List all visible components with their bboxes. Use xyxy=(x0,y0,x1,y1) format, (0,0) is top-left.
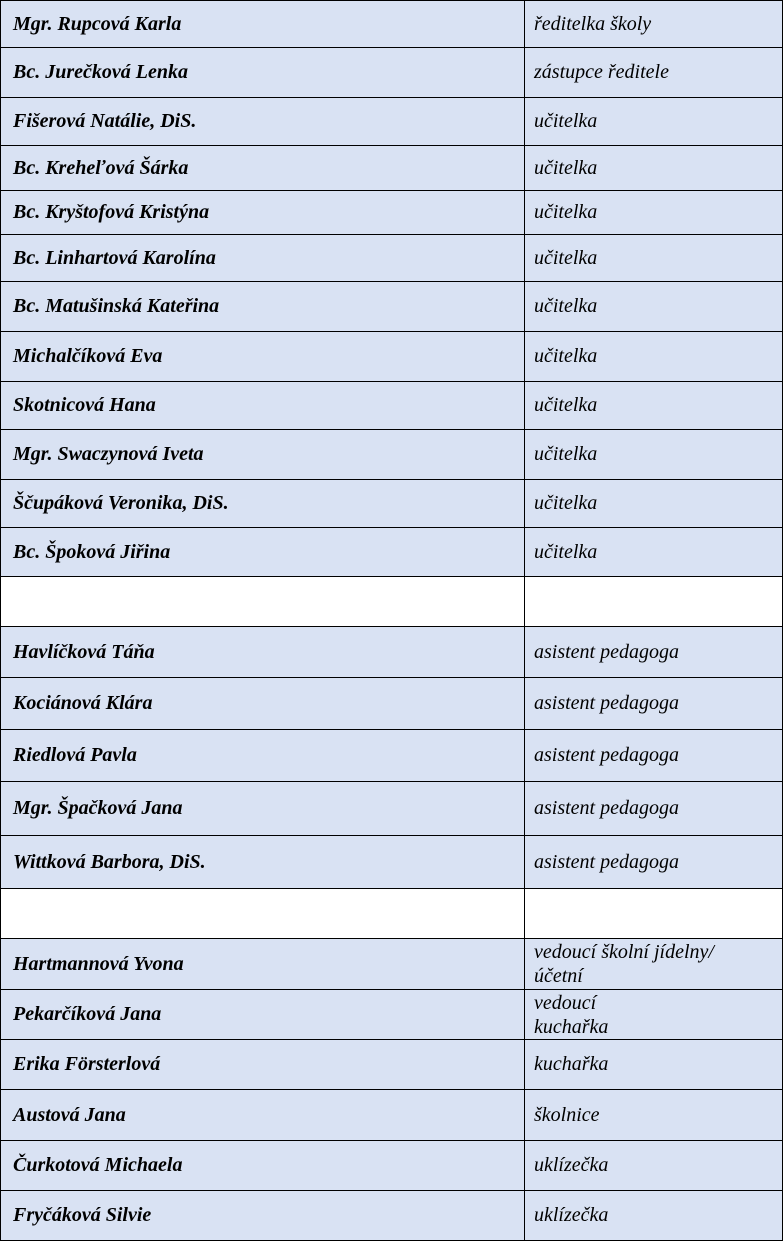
staff-role: učitelka xyxy=(525,332,783,381)
table-row xyxy=(0,1191,783,1241)
table-row xyxy=(0,235,783,282)
staff-role: kuchařka xyxy=(525,1040,783,1089)
staff-role: učitelka xyxy=(525,282,783,331)
staff-role: učitelka xyxy=(525,191,783,234)
spacer-row xyxy=(0,889,783,939)
staff-role: zástupce ředitele xyxy=(525,48,783,97)
table-row xyxy=(0,382,783,430)
table-row xyxy=(0,1040,783,1090)
staff-role: uklízečka xyxy=(525,1191,783,1240)
staff-name: Havlíčková Táňa xyxy=(0,627,525,677)
staff-name xyxy=(0,889,525,938)
table-row xyxy=(0,939,783,990)
staff-role: učitelka xyxy=(525,382,783,429)
staff-role xyxy=(525,577,783,626)
staff-name: Mgr. Rupcová Karla xyxy=(0,1,525,47)
staff-name: Mgr. Špačková Jana xyxy=(0,782,525,835)
staff-name: Bc. Kreheľová Šárka xyxy=(0,146,525,190)
staff-role: učitelka xyxy=(525,430,783,479)
table-row xyxy=(0,1141,783,1191)
staff-name: Bc. Matušinská Kateřina xyxy=(0,282,525,331)
staff-name: Fišerová Natálie, DiS. xyxy=(0,98,525,145)
staff-role: ředitelka školy xyxy=(525,1,783,47)
table-row xyxy=(0,146,783,191)
staff-role: vedoucí kuchařka xyxy=(525,990,783,1039)
table-row xyxy=(0,480,783,528)
staff-name: Pekarčíková Jana xyxy=(0,990,525,1039)
staff-role: uklízečka xyxy=(525,1141,783,1190)
staff-name: Bc. Jurečková Lenka xyxy=(0,48,525,97)
staff-role: vedoucí školní jídelny/ účetní xyxy=(525,939,783,989)
table-row xyxy=(0,1090,783,1141)
table-row xyxy=(0,678,783,730)
table-row xyxy=(0,627,783,678)
table-row xyxy=(0,98,783,146)
staff-role xyxy=(525,889,783,938)
table-row xyxy=(0,528,783,577)
staff-role: školnice xyxy=(525,1090,783,1140)
staff-name: Riedlová Pavla xyxy=(0,730,525,781)
staff-name: Fryčáková Silvie xyxy=(0,1191,525,1240)
table-row xyxy=(0,730,783,782)
spacer-row xyxy=(0,577,783,627)
staff-name: Bc. Kryštofová Kristýna xyxy=(0,191,525,234)
staff-role: asistent pedagoga xyxy=(525,730,783,781)
table-row xyxy=(0,191,783,235)
staff-role: učitelka xyxy=(525,146,783,190)
staff-name: Wittková Barbora, DiS. xyxy=(0,836,525,888)
table-row xyxy=(0,282,783,332)
staff-name: Ščupáková Veronika, DiS. xyxy=(0,480,525,527)
table-row xyxy=(0,332,783,382)
staff-name xyxy=(0,577,525,626)
staff-name: Čurkotová Michaela xyxy=(0,1141,525,1190)
table-row xyxy=(0,1,783,48)
table-row xyxy=(0,48,783,98)
staff-name: Erika Försterlová xyxy=(0,1040,525,1089)
table-row xyxy=(0,836,783,889)
staff-name: Bc. Špoková Jiřina xyxy=(0,528,525,576)
staff-role: učitelka xyxy=(525,98,783,145)
table-row xyxy=(0,990,783,1040)
staff-name: Bc. Linhartová Karolína xyxy=(0,235,525,281)
staff-role: učitelka xyxy=(525,528,783,576)
table-row xyxy=(0,430,783,480)
staff-role: asistent pedagoga xyxy=(525,678,783,729)
staff-name: Skotnicová Hana xyxy=(0,382,525,429)
staff-name: Hartmannová Yvona xyxy=(0,939,525,989)
staff-role: učitelka xyxy=(525,235,783,281)
staff-role: asistent pedagoga xyxy=(525,782,783,835)
staff-role: asistent pedagoga xyxy=(525,836,783,888)
table-row xyxy=(0,782,783,836)
staff-role: asistent pedagoga xyxy=(525,627,783,677)
staff-name: Michalčíková Eva xyxy=(0,332,525,381)
staff-role: učitelka xyxy=(525,480,783,527)
staff-name: Austová Jana xyxy=(0,1090,525,1140)
staff-name: Kociánová Klára xyxy=(0,678,525,729)
staff-name: Mgr. Swaczynová Iveta xyxy=(0,430,525,479)
